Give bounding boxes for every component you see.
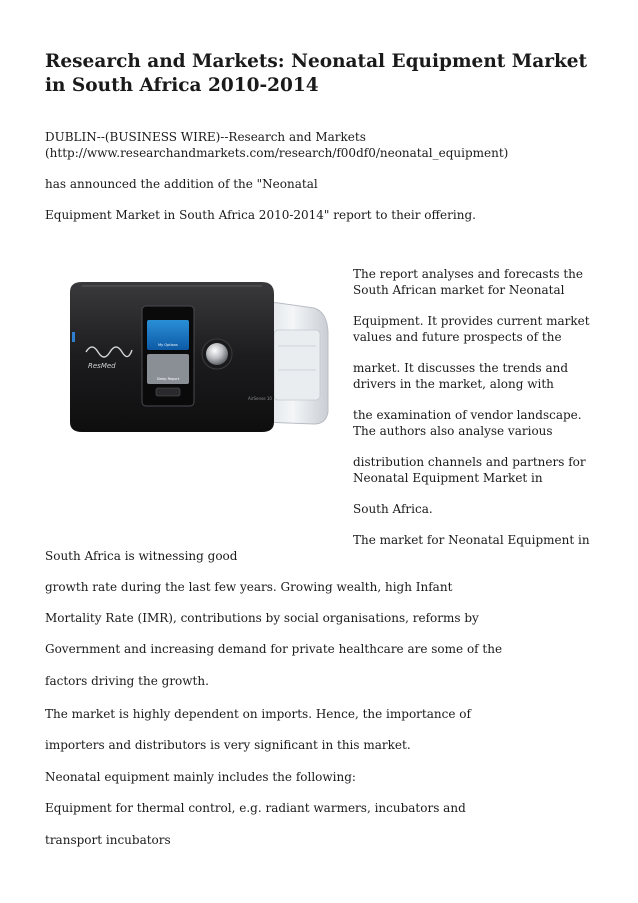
brand-label: ResMed: [88, 362, 116, 370]
right-paragraph-3: market. It discusses the trends and drivers in the market, along with: [353, 361, 569, 391]
intro-line-1: DUBLIN--(BUSINESS WIRE)--Research and Markets: [45, 130, 366, 144]
paragraph-1: has announced the addition of the "Neonatal: [45, 177, 318, 191]
body-line: The market is highly dependent on imports. Hence, the importance of: [45, 707, 471, 721]
body-line: Mortality Rate (IMR), contributions by social organisations, reforms by: [45, 611, 479, 625]
right-paragraph-1: The report analyses and forecasts the South African market for Neonatal: [353, 267, 584, 297]
article-title: Research and Markets: Neonatal Equipment Market in South Africa 2010-2014: [45, 51, 588, 96]
right-paragraph-6: South Africa.: [353, 502, 433, 516]
screen-bottom-label: Sleep Report: [156, 377, 180, 381]
model-label: AirSense 10: [248, 396, 272, 401]
body-line: importers and distributors is very significant in this market.: [45, 738, 411, 752]
paragraph-2: Equipment Market in South Africa 2010-2014" report to their offering.: [45, 208, 476, 222]
right-paragraph-5: distribution channels and partners for Neonatal Equipment Market in: [353, 455, 586, 485]
right-paragraph-4: the examination of vendor landscape. The authors also analyse various: [353, 408, 582, 438]
body-line: Neonatal equipment mainly includes the following:: [45, 770, 356, 784]
device-image: [52, 272, 342, 442]
body-line: Equipment for thermal control, e.g. radiant warmers, incubators and: [45, 801, 466, 815]
body-line: Government and increasing demand for private healthcare are some of the: [45, 642, 503, 656]
body-line: transport incubators: [45, 833, 171, 847]
right-paragraph-2: Equipment. It provides current market values and future prospects of the: [353, 314, 590, 344]
right-paragraph-7: The market for Neonatal Equipment in: [353, 533, 590, 547]
screen-top-label: My Options: [158, 343, 178, 347]
body-line: factors driving the growth.: [45, 674, 209, 688]
body-line: South Africa is witnessing good: [45, 549, 238, 563]
body-line: growth rate during the last few years. Growing wealth, high Infant: [45, 580, 453, 594]
intro-line-2: (http://www.researchandmarkets.com/research/f00df0/neonatal_equipment): [45, 146, 509, 160]
